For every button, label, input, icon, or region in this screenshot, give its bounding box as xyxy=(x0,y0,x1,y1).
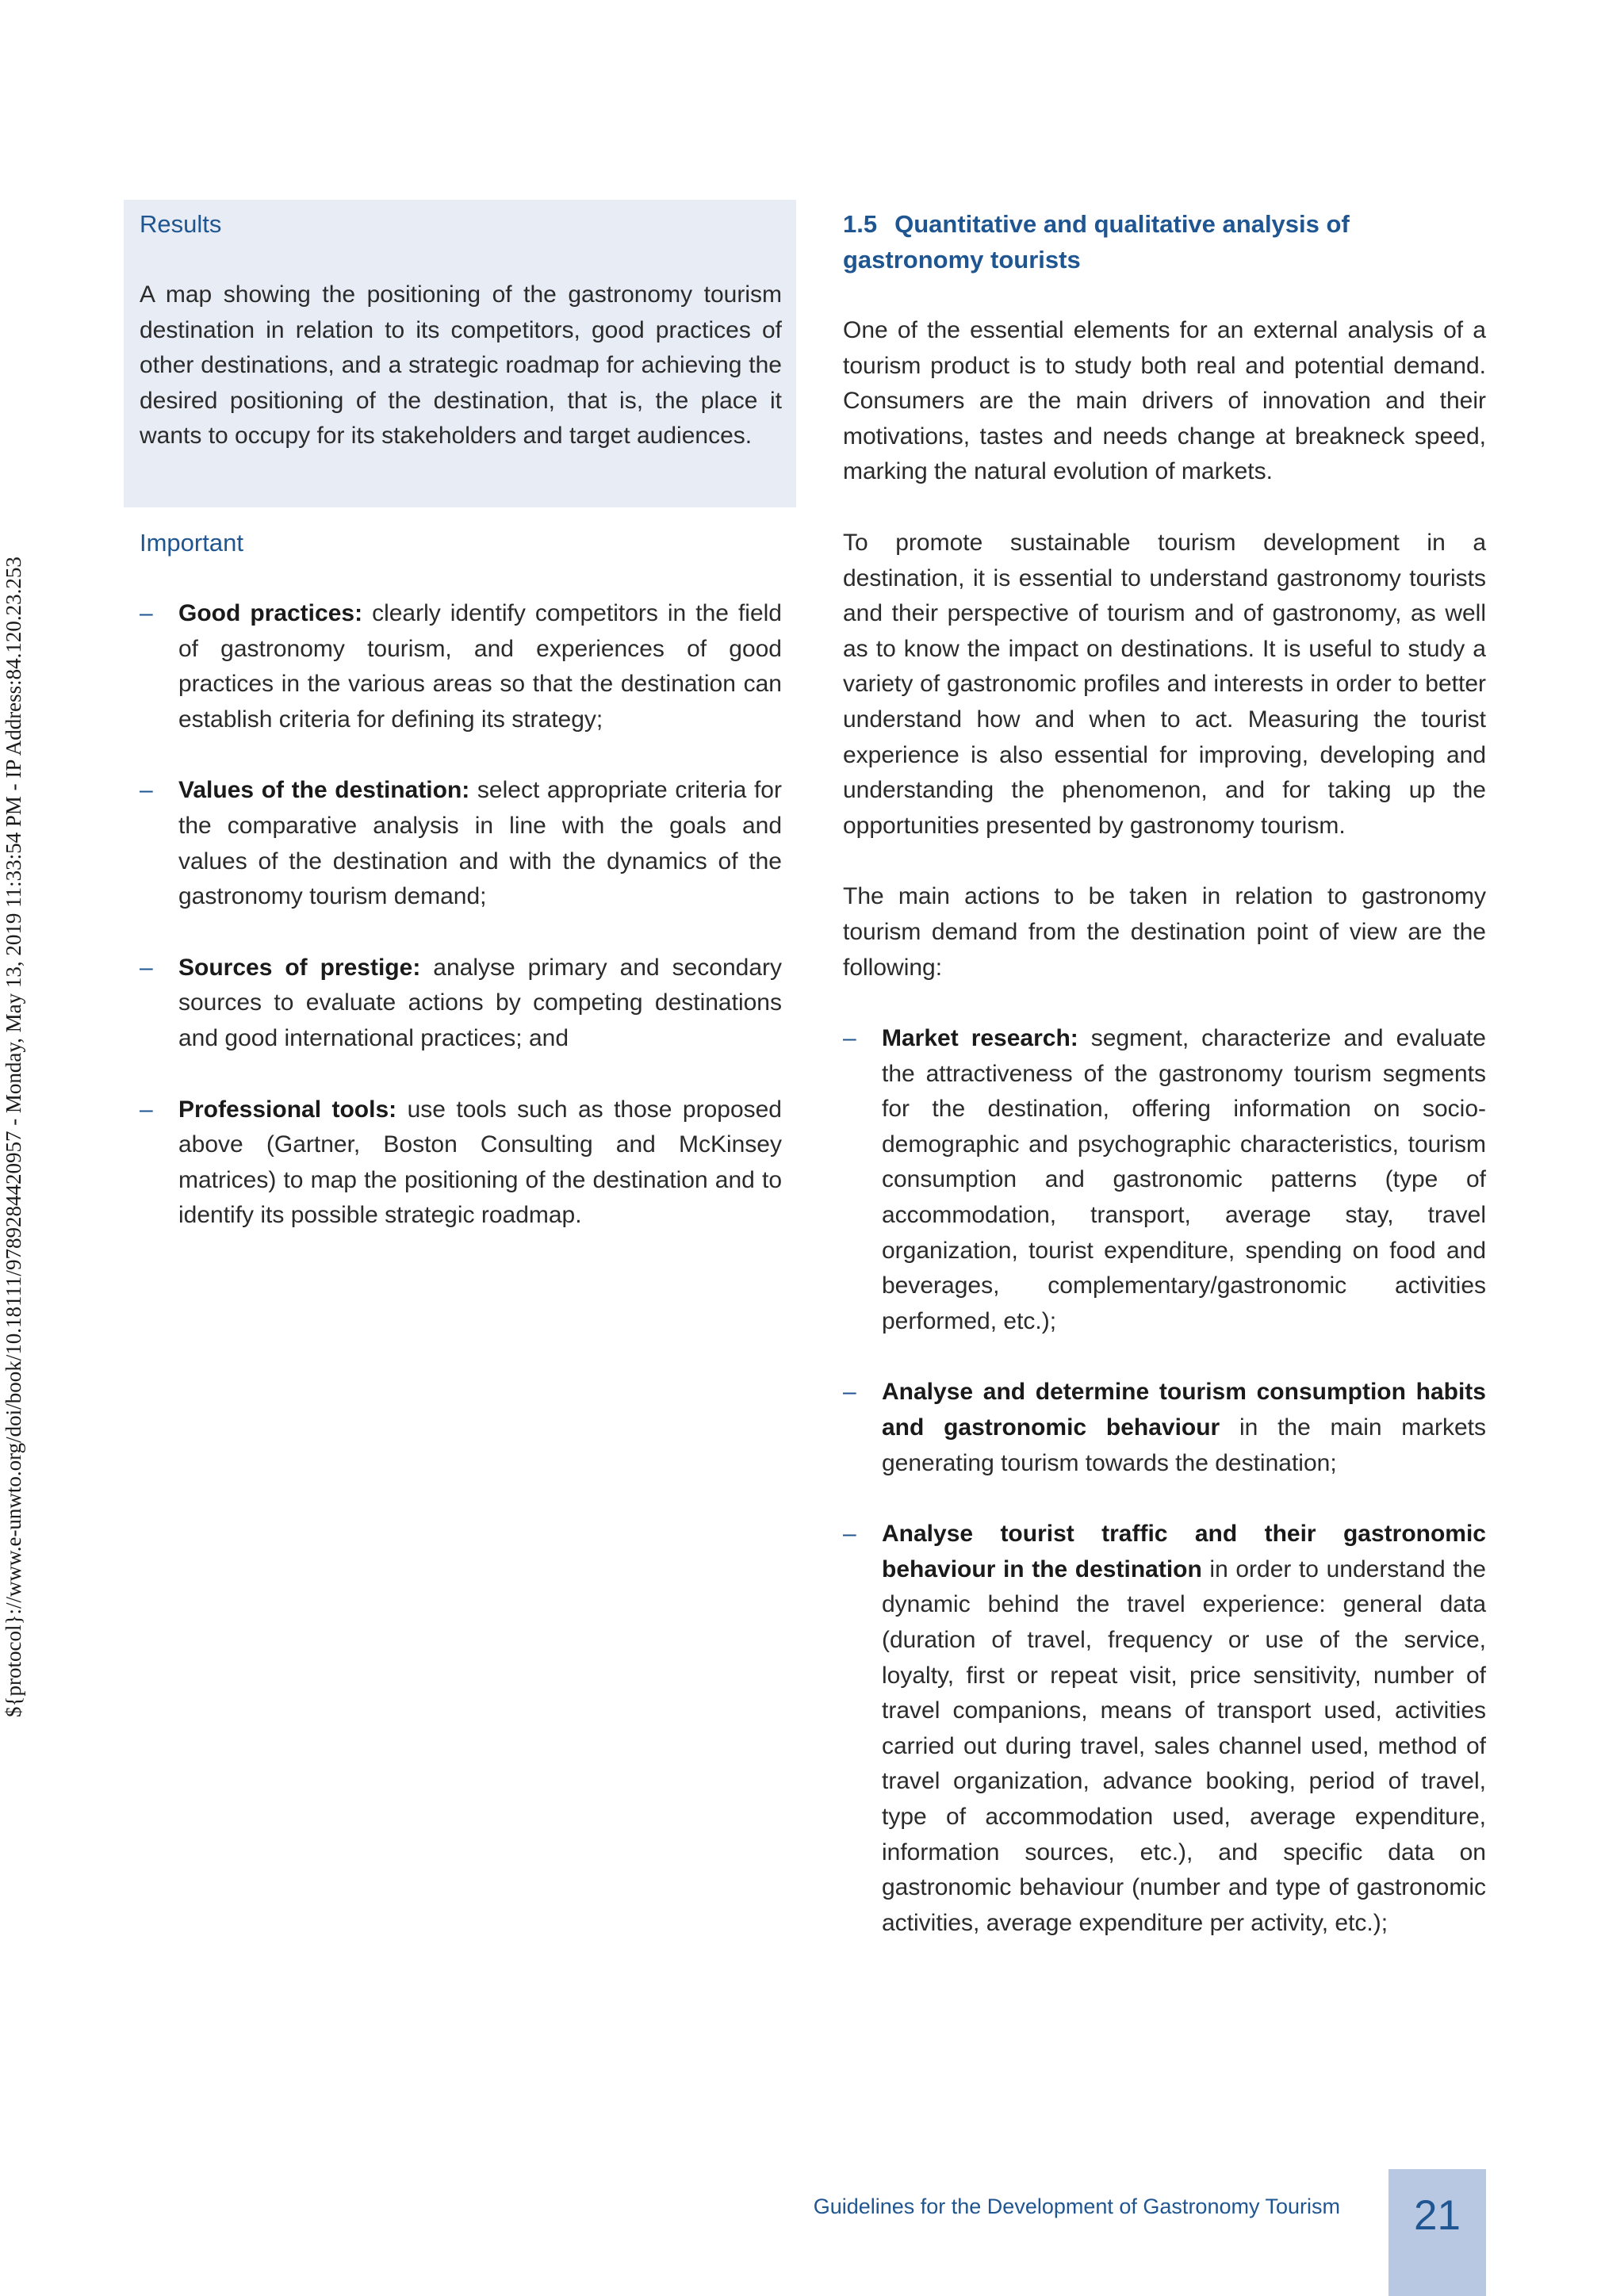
item-text: in the main markets generating tourism towards the destination; xyxy=(882,1414,1486,1476)
item-text: in order to understand the dynamic behind the travel experience: general data (duration of travel, frequency or use of the service, loyalty, first or repeat visit, price sensitivity, number of travel companions, means of transport used, activities carried out during travel, sales channel used, method of travel organization, advance booking, period of travel, type of accommodation used, average expenditure, information sources, etc.), and specific data on gastronomic behaviour (number and type of gastronomic activities, average expenditure per activity, etc.); xyxy=(882,1556,1486,1936)
item-bold-lead: Analyse and determine tourism consumption habits and gastronomic behaviour xyxy=(882,1379,1486,1441)
item-bold-lead: Analyse tourist traffic and their gastronomic behaviour in the destination xyxy=(882,1521,1486,1582)
list-item xyxy=(843,1021,1486,1339)
results-text: A map showing the positioning of the gastronomy tourism destination in relation to its competitors, good practices of other destinations, and a strategic roadmap for achieving the desired positioning of the destination, that is, the place it wants to occupy for its stakeholders and target audiences. xyxy=(140,281,782,450)
dash-bullet: – xyxy=(140,1096,153,1123)
section-heading xyxy=(843,206,1486,277)
item-bold-lead: Values of the destination: xyxy=(178,777,470,804)
item-bold-lead: Sources of prestige: xyxy=(178,954,421,981)
list-item xyxy=(843,1517,1486,1941)
list-item xyxy=(140,951,782,1057)
item-text: analyse primary and secondary sources to evaluate actions by competing destinations and good international practices; and xyxy=(178,954,782,1051)
section-number: 1.5 xyxy=(843,210,878,238)
item-bold-lead: Good practices: xyxy=(178,599,363,626)
dash-bullet: – xyxy=(140,777,153,804)
section-title: Quantitative and qualitative analysis of gastronomy tourists xyxy=(843,210,1350,274)
dash-bullet: – xyxy=(843,1521,856,1548)
paragraph: To promote sustainable tourism development in a destination, it is essential to understand gastronomy tourists and their perspective of tourism and of gastronomy, as well as to know the impact on destinations. It is useful to study a variety of gastronomic profiles and interests in order to better understand how and when to act. Measuring the tourist experience is also essential for improving, developing and understanding the phenomenon, and for taking up the opportunities presented by gastronomy tourism. xyxy=(843,529,1486,839)
download-stamp: ${protocol}://www.e-unwto.org/doi/book/10.18111/9789284420957 - Monday, May 13, 2019 11:33:54 PM - IP Address:84.120.23.253 xyxy=(2,557,25,1717)
item-text: select appropriate criteria for the comparative analysis in line with the goals and values of the destination and with the dynamics of the gastronomy tourism demand; xyxy=(178,777,782,910)
list-item xyxy=(843,1375,1486,1481)
list-item xyxy=(140,773,782,914)
results-heading: Results xyxy=(140,210,222,238)
paragraph: One of the essential elements for an external analysis of a tourism product is to study both real and potential demand. Consumers are the main drivers of innovation and their motivations, tastes and needs change at breakneck speed, marking the natural evolution of markets. xyxy=(843,317,1486,485)
left-column xyxy=(140,206,782,1234)
important-heading: Important xyxy=(140,528,243,557)
list-item xyxy=(140,1093,782,1234)
actions-list xyxy=(843,1021,1486,1941)
footer-title: Guidelines for the Development of Gastronomy Tourism xyxy=(813,2195,1340,2218)
item-bold-lead: Professional tools: xyxy=(178,1096,397,1123)
list-item xyxy=(140,596,782,737)
item-bold-lead: Market research: xyxy=(882,1025,1078,1052)
page-number-box xyxy=(1388,2169,1486,2296)
dash-bullet: – xyxy=(843,1025,856,1052)
dash-bullet: – xyxy=(843,1379,856,1406)
dash-bullet: – xyxy=(140,954,153,981)
right-column xyxy=(843,206,1486,1941)
item-text: clearly identify competitors in the field of gastronomy tourism, and experiences of good practices in the various areas so that the destination can establish criteria for defining its strategy; xyxy=(178,599,782,733)
dash-bullet: – xyxy=(140,599,153,626)
important-list xyxy=(140,596,782,1234)
item-text: segment, characterize and evaluate the attractiveness of the gastronomy tourism segments for the destination, offering information on socio-demographic and psychographic characteristics, tourism consumption and gastronomic patterns (type of accommodation, transport, average stay, travel organization, tourist expenditure, spending on food and beverages, complementary/gastronomic activities performed, etc.); xyxy=(882,1025,1486,1334)
paragraph: The main actions to be taken in relation to gastronomy tourism demand from the destination point of view are the following: xyxy=(843,883,1486,981)
item-text: use tools such as those proposed above (Gartner, Boston Consulting and McKinsey matrices) to map the positioning of the destination and to identify its possible strategic roadmap. xyxy=(178,1096,782,1229)
page-number: 21 xyxy=(1414,2192,1461,2239)
